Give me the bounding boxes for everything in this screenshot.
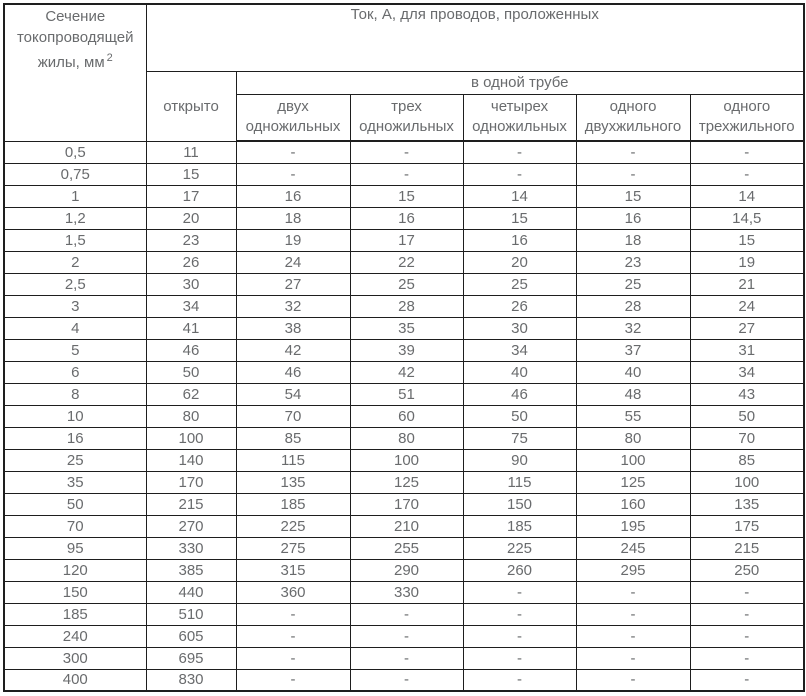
table-row xyxy=(4,207,804,229)
col-header-one-three-core: одного трехжильного xyxy=(690,94,804,141)
current-value-cell: 15 xyxy=(690,229,804,251)
current-value-cell: 24 xyxy=(236,251,350,273)
wire-ampacity-table xyxy=(3,3,805,692)
current-value-cell: 185 xyxy=(236,493,350,515)
current-value-cell: 695 xyxy=(146,647,236,669)
current-value-cell: - xyxy=(236,625,350,647)
table-row xyxy=(4,493,804,515)
current-value-cell: - xyxy=(463,581,576,603)
current-value-cell: 34 xyxy=(690,361,804,383)
current-value-cell: - xyxy=(690,581,804,603)
current-value-cell: 270 xyxy=(146,515,236,537)
table-row xyxy=(4,625,804,647)
section-value-cell: 400 xyxy=(4,669,146,691)
section-value-cell: 70 xyxy=(4,515,146,537)
section-value-cell: 0,75 xyxy=(4,163,146,185)
current-value-cell: 15 xyxy=(350,185,463,207)
current-value-cell: 100 xyxy=(690,471,804,493)
section-value-cell: 300 xyxy=(4,647,146,669)
current-value-cell: - xyxy=(576,141,690,163)
current-value-cell: 42 xyxy=(236,339,350,361)
current-value-cell: 11 xyxy=(146,141,236,163)
current-value-cell: 20 xyxy=(463,251,576,273)
current-value-cell: - xyxy=(236,603,350,625)
current-value-cell: 28 xyxy=(576,295,690,317)
current-value-cell: 25 xyxy=(576,273,690,295)
current-value-cell: 32 xyxy=(576,317,690,339)
current-value-cell: 250 xyxy=(690,559,804,581)
current-value-cell: 30 xyxy=(463,317,576,339)
current-value-cell: 54 xyxy=(236,383,350,405)
current-value-cell: 48 xyxy=(576,383,690,405)
table-row xyxy=(4,251,804,273)
current-value-cell: 80 xyxy=(576,427,690,449)
section-value-cell: 5 xyxy=(4,339,146,361)
current-value-cell: - xyxy=(576,163,690,185)
current-value-cell: 34 xyxy=(146,295,236,317)
current-value-cell: 40 xyxy=(576,361,690,383)
current-value-cell: 15 xyxy=(146,163,236,185)
current-value-cell: 170 xyxy=(350,493,463,515)
current-value-cell: 15 xyxy=(576,185,690,207)
current-value-cell: 330 xyxy=(350,581,463,603)
current-value-cell: 215 xyxy=(690,537,804,559)
current-value-cell: - xyxy=(236,163,350,185)
current-value-cell: 70 xyxy=(690,427,804,449)
section-value-cell: 2 xyxy=(4,251,146,273)
col-header-one-two-core: одного двухжильного xyxy=(576,94,690,141)
current-value-cell: - xyxy=(690,141,804,163)
table-row xyxy=(4,163,804,185)
current-value-cell: - xyxy=(690,669,804,691)
current-value-cell: 100 xyxy=(576,449,690,471)
current-value-cell: 18 xyxy=(576,229,690,251)
current-value-cell: 150 xyxy=(463,493,576,515)
section-value-cell: 6 xyxy=(4,361,146,383)
current-value-cell: 185 xyxy=(463,515,576,537)
current-value-cell: 215 xyxy=(146,493,236,515)
current-value-cell: 385 xyxy=(146,559,236,581)
current-value-cell: 260 xyxy=(463,559,576,581)
current-value-cell: - xyxy=(576,647,690,669)
table-row xyxy=(4,273,804,295)
current-value-cell: 115 xyxy=(236,449,350,471)
current-value-cell: 26 xyxy=(463,295,576,317)
section-value-cell: 120 xyxy=(4,559,146,581)
current-value-cell: 16 xyxy=(463,229,576,251)
current-value-cell: 62 xyxy=(146,383,236,405)
current-value-cell: 80 xyxy=(350,427,463,449)
table-row xyxy=(4,647,804,669)
current-value-cell: - xyxy=(350,603,463,625)
current-value-cell: 25 xyxy=(463,273,576,295)
section-superscript: 2 xyxy=(106,52,113,64)
table-row xyxy=(4,339,804,361)
current-value-cell: 210 xyxy=(350,515,463,537)
current-value-cell: - xyxy=(236,669,350,691)
col-header-pipe-group: в одной трубе xyxy=(236,71,804,94)
current-value-cell: 31 xyxy=(690,339,804,361)
current-value-cell: - xyxy=(463,163,576,185)
current-value-cell: 175 xyxy=(690,515,804,537)
current-value-cell: - xyxy=(576,581,690,603)
section-value-cell: 0,5 xyxy=(4,141,146,163)
current-value-cell: 51 xyxy=(350,383,463,405)
current-value-cell: - xyxy=(463,603,576,625)
table-row xyxy=(4,515,804,537)
current-value-cell: 15 xyxy=(463,207,576,229)
current-value-cell: - xyxy=(690,625,804,647)
table-row xyxy=(4,427,804,449)
section-value-cell: 2,5 xyxy=(4,273,146,295)
current-value-cell: 21 xyxy=(690,273,804,295)
current-value-cell: 115 xyxy=(463,471,576,493)
section-label: Сечение токопроводящей жилы, мм xyxy=(16,8,134,71)
current-value-cell: 440 xyxy=(146,581,236,603)
current-value-cell: 50 xyxy=(146,361,236,383)
table-row xyxy=(4,383,804,405)
table-title: Ток, А, для проводов, проложенных xyxy=(146,4,804,71)
current-value-cell: 60 xyxy=(350,405,463,427)
current-value-cell: 50 xyxy=(463,405,576,427)
current-value-cell: 255 xyxy=(350,537,463,559)
current-value-cell: 90 xyxy=(463,449,576,471)
section-value-cell: 16 xyxy=(4,427,146,449)
current-value-cell: - xyxy=(350,669,463,691)
table-row xyxy=(4,141,804,163)
table-row xyxy=(4,603,804,625)
current-value-cell: 38 xyxy=(236,317,350,339)
current-value-cell: - xyxy=(463,625,576,647)
current-value-cell: 22 xyxy=(350,251,463,273)
current-value-cell: 80 xyxy=(146,405,236,427)
table-row xyxy=(4,471,804,493)
current-value-cell: 23 xyxy=(576,251,690,273)
section-value-cell: 25 xyxy=(4,449,146,471)
current-value-cell: 290 xyxy=(350,559,463,581)
current-value-cell: 46 xyxy=(236,361,350,383)
current-value-cell: 100 xyxy=(350,449,463,471)
section-value-cell: 8 xyxy=(4,383,146,405)
current-value-cell: - xyxy=(463,669,576,691)
current-value-cell: 18 xyxy=(236,207,350,229)
current-value-cell: 315 xyxy=(236,559,350,581)
current-value-cell: 245 xyxy=(576,537,690,559)
section-value-cell: 95 xyxy=(4,537,146,559)
table-row xyxy=(4,405,804,427)
current-value-cell: 43 xyxy=(690,383,804,405)
current-value-cell: 16 xyxy=(236,185,350,207)
current-value-cell: - xyxy=(690,647,804,669)
current-value-cell: 16 xyxy=(350,207,463,229)
current-value-cell: 85 xyxy=(236,427,350,449)
current-value-cell: 125 xyxy=(576,471,690,493)
table-header xyxy=(4,4,804,141)
current-value-cell: 37 xyxy=(576,339,690,361)
col-header-open: открыто xyxy=(146,71,236,141)
current-value-cell: 830 xyxy=(146,669,236,691)
table-row xyxy=(4,361,804,383)
current-value-cell: 42 xyxy=(350,361,463,383)
current-value-cell: 14 xyxy=(690,185,804,207)
current-value-cell: - xyxy=(236,647,350,669)
current-value-cell: 170 xyxy=(146,471,236,493)
current-value-cell: - xyxy=(350,625,463,647)
section-value-cell: 35 xyxy=(4,471,146,493)
section-value-cell: 150 xyxy=(4,581,146,603)
current-value-cell: 16 xyxy=(576,207,690,229)
section-value-cell: 1 xyxy=(4,185,146,207)
section-value-cell: 10 xyxy=(4,405,146,427)
current-value-cell: 23 xyxy=(146,229,236,251)
current-value-cell: 25 xyxy=(350,273,463,295)
current-value-cell: 46 xyxy=(146,339,236,361)
current-value-cell: 50 xyxy=(690,405,804,427)
current-value-cell: 17 xyxy=(350,229,463,251)
current-value-cell: 20 xyxy=(146,207,236,229)
current-value-cell: 510 xyxy=(146,603,236,625)
current-value-cell: 30 xyxy=(146,273,236,295)
table-row xyxy=(4,559,804,581)
table-row xyxy=(4,229,804,251)
current-value-cell: 140 xyxy=(146,449,236,471)
current-value-cell: 70 xyxy=(236,405,350,427)
table-row xyxy=(4,669,804,691)
current-value-cell: 125 xyxy=(350,471,463,493)
current-value-cell: - xyxy=(463,141,576,163)
current-value-cell: 55 xyxy=(576,405,690,427)
current-value-cell: 135 xyxy=(236,471,350,493)
section-value-cell: 1,2 xyxy=(4,207,146,229)
current-value-cell: 32 xyxy=(236,295,350,317)
current-value-cell: 26 xyxy=(146,251,236,273)
section-value-cell: 1,5 xyxy=(4,229,146,251)
current-value-cell: 27 xyxy=(690,317,804,339)
col-header-four-single-core: четырех одножильных xyxy=(463,94,576,141)
section-value-cell: 50 xyxy=(4,493,146,515)
col-header-two-single-core: двух одножильных xyxy=(236,94,350,141)
table-row xyxy=(4,185,804,207)
current-value-cell: - xyxy=(576,603,690,625)
current-value-cell: 14 xyxy=(463,185,576,207)
current-value-cell: - xyxy=(350,141,463,163)
current-value-cell: 28 xyxy=(350,295,463,317)
current-value-cell: 24 xyxy=(690,295,804,317)
current-value-cell: 160 xyxy=(576,493,690,515)
table-body xyxy=(4,141,804,691)
col-header-section xyxy=(4,4,146,141)
current-value-cell: 295 xyxy=(576,559,690,581)
section-value-cell: 4 xyxy=(4,317,146,339)
current-value-cell: 39 xyxy=(350,339,463,361)
section-value-cell: 240 xyxy=(4,625,146,647)
current-value-cell: 100 xyxy=(146,427,236,449)
current-value-cell: 225 xyxy=(236,515,350,537)
current-value-cell: 225 xyxy=(463,537,576,559)
current-value-cell: 360 xyxy=(236,581,350,603)
current-value-cell: 195 xyxy=(576,515,690,537)
current-value-cell: - xyxy=(350,647,463,669)
current-value-cell: 41 xyxy=(146,317,236,339)
table-row xyxy=(4,537,804,559)
table-row xyxy=(4,317,804,339)
current-value-cell: - xyxy=(690,603,804,625)
current-value-cell: 19 xyxy=(236,229,350,251)
section-value-cell: 185 xyxy=(4,603,146,625)
current-value-cell: 605 xyxy=(146,625,236,647)
current-value-cell: 34 xyxy=(463,339,576,361)
header-row-title xyxy=(4,4,804,71)
current-value-cell: 19 xyxy=(690,251,804,273)
table-row xyxy=(4,581,804,603)
current-value-cell: - xyxy=(350,163,463,185)
current-value-cell: 17 xyxy=(146,185,236,207)
table-row xyxy=(4,449,804,471)
current-value-cell: - xyxy=(463,647,576,669)
current-value-cell: 40 xyxy=(463,361,576,383)
col-header-three-single-core: трех одножильных xyxy=(350,94,463,141)
current-value-cell: 330 xyxy=(146,537,236,559)
current-value-cell: - xyxy=(576,669,690,691)
current-value-cell: 135 xyxy=(690,493,804,515)
current-value-cell: - xyxy=(690,163,804,185)
current-value-cell: 27 xyxy=(236,273,350,295)
table-row xyxy=(4,295,804,317)
current-value-cell: 75 xyxy=(463,427,576,449)
current-value-cell: - xyxy=(236,141,350,163)
section-value-cell: 3 xyxy=(4,295,146,317)
current-value-cell: 85 xyxy=(690,449,804,471)
current-value-cell: 35 xyxy=(350,317,463,339)
current-value-cell: 46 xyxy=(463,383,576,405)
current-value-cell: - xyxy=(576,625,690,647)
current-value-cell: 14,5 xyxy=(690,207,804,229)
current-value-cell: 275 xyxy=(236,537,350,559)
